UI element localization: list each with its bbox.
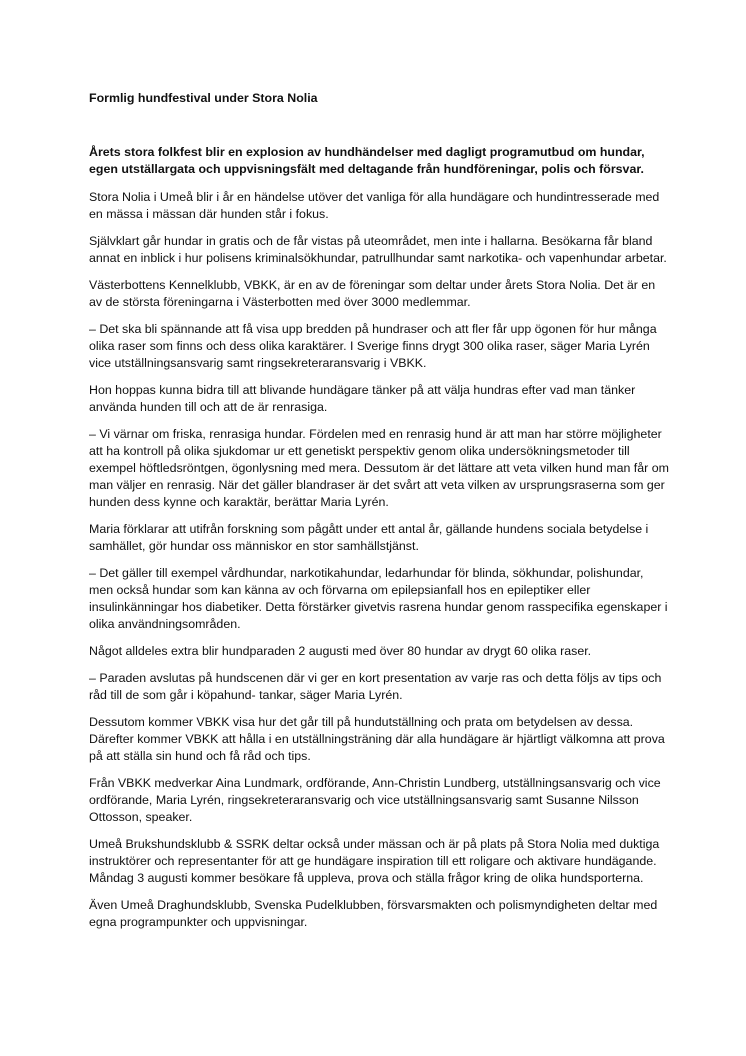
lead-paragraph: Årets stora folkfest blir en explosion av hundhändelser med dagligt programutbud om hundar, egen utställargata och uppvisningsfält med deltagande från hundföreningar, polis och försvar. (89, 145, 645, 176)
paragraph-8: – Det gäller till exempel vårdhundar, narkotikahundar, ledarhundar för blinda, sökhundar, polishundar, men också hundar som kan känna av och förvarna om epilepsianfall hos en epileptiker eller insulinkänningar hos diabetiker. Detta förstärker givetvis rasrena hundar genom rasspecifika egenskaper i olika användningsområden. (89, 566, 668, 631)
paragraph-1: Stora Nolia i Umeå blir i år en händelse utöver det vanliga för alla hundägare och hundintresserade med en mässa i mässan där hunden står i fokus. (89, 190, 660, 221)
document-title: Formlig hundfestival under Stora Nolia (89, 91, 318, 105)
paragraph-5: Hon hoppas kunna bidra till att blivande hundägare tänker på att välja hundras efter vad man tänker använda hunden till och att de är renrasiga. (89, 383, 636, 414)
paragraph-10: – Paraden avslutas på hundscenen där vi ger en kort presentation av varje ras och detta följs av tips och råd till de som går i köpahund- tankar, säger Maria Lyrén. (89, 671, 662, 702)
paragraph-3: Västerbottens Kennelklubb, VBKK, är en av de föreningar som deltar under årets Stora Nolia. Det är en av de största föreningarna i Västerbotten med över 3000 medlemmar. (89, 278, 656, 309)
document-page (89, 90, 669, 931)
paragraph-11: Dessutom kommer VBKK visa hur det går till på hundutställning och prata om betydelsen av dessa. Därefter kommer VBKK att hålla i en utställningsträning där alla hundägare är hjärtligt välkomna att prova på att ställa sin hund och få råd och tips. (89, 715, 665, 763)
paragraph-9: Något alldeles extra blir hundparaden 2 augusti med över 80 hundar av drygt 60 olika raser. (89, 644, 592, 658)
paragraph-12: Från VBKK medverkar Aina Lundmark, ordförande, Ann-Christin Lundberg, utställningsansvarig och vice ordförande, Maria Lyrén, ringsekreteraransvarig och vice utställningsansvarig samt Susanne Nilsson Ottosson, speaker. (89, 776, 661, 824)
paragraph-4: – Det ska bli spännande att få visa upp bredden på hundraser och att fler får upp ögonen för hur många olika raser som finns och dess olika karaktärer. I Sverige finns drygt 300 olika raser, säger Maria Lyrén vice utställningsansvarig samt ringsekreteraransvarig i VBKK. (89, 322, 657, 370)
paragraph-6: – Vi värnar om friska, renrasiga hundar. Fördelen med en renrasig hund är att man har större möjligheter att ha kontroll på olika sjukdomar ur ett genetiskt perspektiv genom olika undersökningsmetoder till exempel höftledsröntgen, ögonlysning med mera. Dessutom är det lättare att veta vilken hund man får om man väljer en renrasig. När det gäller blandraser är det svårt att veta vilken av ursprungsraserna som ger hunden dess kynne och karaktär, berättar Maria Lyrén. (89, 427, 669, 509)
paragraph-7: Maria förklarar att utifrån forskning som pågått under ett antal år, gällande hundens sociala betydelse i samhället, gör hundar oss människor en stor samhällstjänst. (89, 522, 649, 553)
paragraph-2: Självklart går hundar in gratis och de får vistas på uteområdet, men inte i hallarna. Besökarna får bland annat en inblick i hur polisens kriminalsökhundar, patrullhundar samt narkotika- och vapenhundar arbetar. (89, 234, 667, 265)
paragraph-14: Även Umeå Draghundsklubb, Svenska Pudelklubben, försvarsmakten och polismyndigheten deltar med egna programpunkter och uppvisningar. (89, 898, 658, 929)
paragraph-13: Umeå Brukshundsklubb & SSRK deltar också under mässan och är på plats på Stora Nolia med duktiga instruktörer och representanter för att ge hundägare inspiration till ett roligare och aktivare hundägande. Måndag 3 augusti kommer besökare få uppleva, prova och ställa frågor kring de olika hundsporterna. (89, 837, 660, 885)
